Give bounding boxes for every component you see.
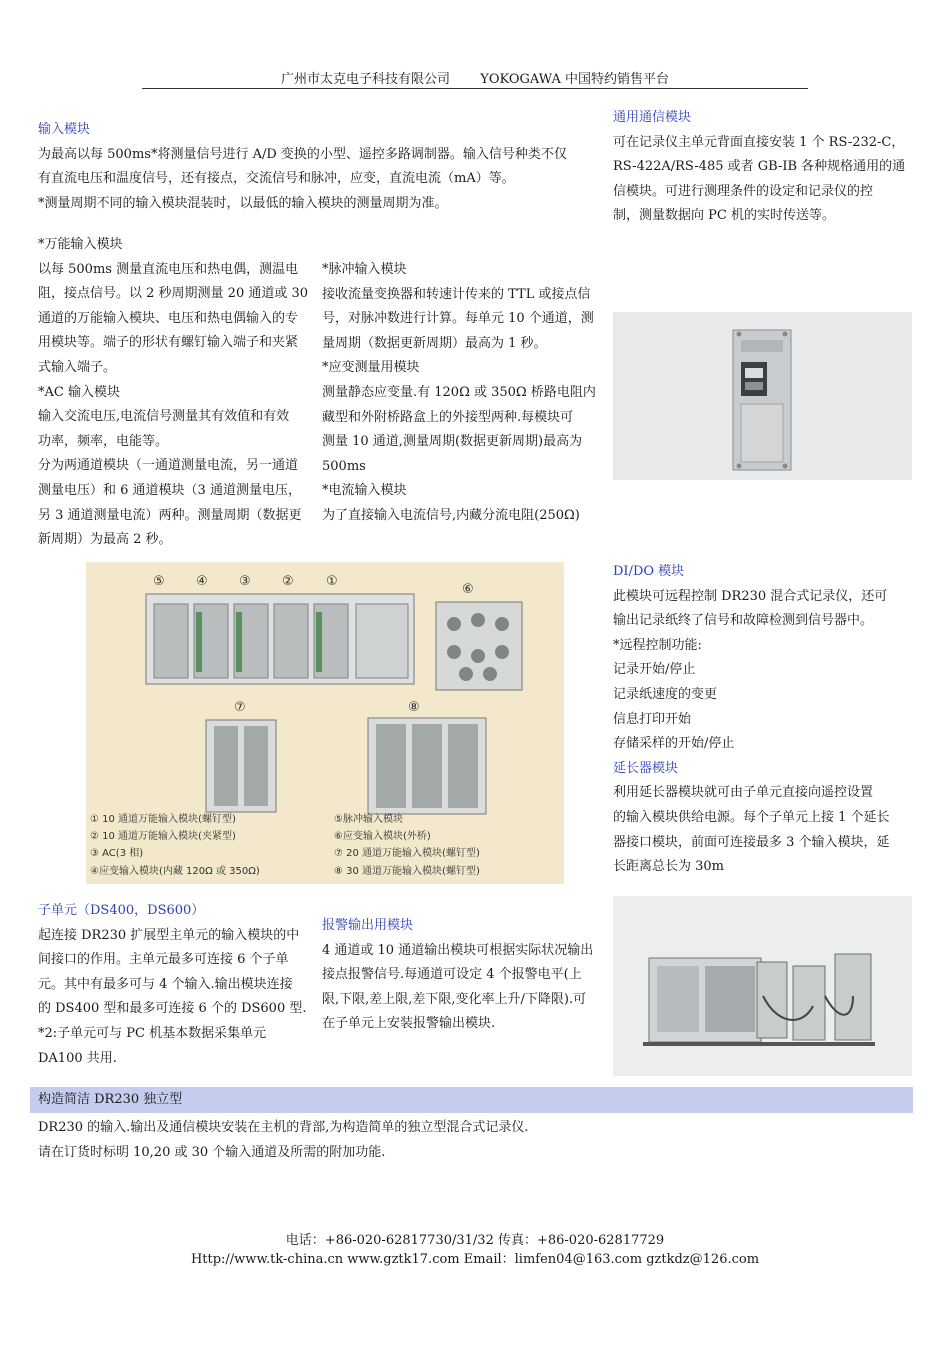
standalone-line: DR230 的输入.输出及通信模块安装在主机的背部,为构造简单的独立型混合式记录仪. [38, 1120, 529, 1135]
pulse-module-line: 量周期（数据更新周期）最高为 1 秒。 [322, 335, 547, 351]
footer-links: Http://www.tk-china.cn www.gztk17.com Email：limfen04@163.com gztkdz@126.com [190, 1252, 760, 1267]
dido-module-line: 记录开始/停止 [613, 662, 696, 678]
header-company: 广州市太克电子科技有限公司 [280, 72, 450, 87]
photo-caption: ⑧ 30 通道万能输入模块(螺钉型) [334, 866, 480, 877]
page-header [0, 68, 950, 87]
input-module-line: *测量周期不同的输入模块混装时，以最低的输入模块的测量周期为准。 [38, 195, 448, 211]
dido-module-line: *远程控制功能: [613, 637, 702, 653]
photo-caption: ⑦ 20 通道万能输入模块(螺钉型) [334, 848, 480, 859]
comm-module-photo [613, 312, 912, 480]
universal-module-line: 式输入端子。 [38, 359, 117, 375]
photo-caption: ① 10 通道万能输入模块(螺钉型) [90, 814, 236, 825]
dido-module-line: 存储采样的开始/停止 [613, 736, 735, 752]
photo-number: ② [282, 574, 294, 589]
ac-module-line: 测量电压）和 6 通道模块（3 通道测量电压， [38, 482, 301, 498]
photo-number: ③ [239, 574, 251, 589]
subunit-photo [613, 896, 912, 1076]
universal-module-line: 用模块等。端子的形状有螺钉输入端子和夹紧 [38, 335, 299, 351]
alarm-module-section [322, 914, 593, 1037]
photo-caption: ③ AC(3 相) [90, 848, 144, 859]
standalone-section [38, 1116, 529, 1165]
comm-module-line: RS-422A/RS-485 或者 GB-IB 各种规格通用的通 [613, 159, 906, 175]
ac-module-line: 功率，频率，电能等。 [38, 433, 169, 449]
module-photo [86, 562, 564, 884]
subunit-line: *2:子单元可与 PC 机基本数据采集单元 [38, 1025, 267, 1041]
input-module-line: 为最高以每 500ms*将测量信号进行 A/D 变换的小型、遥控多路调制器。输入信号种类不仅 [38, 146, 567, 162]
pulse-module-title: *脉冲输入模块 [322, 262, 407, 277]
dido-module-line: 记录纸速度的变更 [613, 686, 718, 702]
dido-module-line: 输出记录纸终了信号和故障检测到信号器中。 [613, 613, 874, 629]
footer-contact: 电话：+86-020-62817730/31/32 传真：+86-020-62817729 [285, 1233, 665, 1248]
header-divider [142, 88, 808, 89]
photo-caption: ④应变输入模块(内藏 120Ω 或 350Ω) [90, 866, 260, 877]
dido-module-title: DI/DO 模块 [613, 564, 685, 579]
subunit-line: 间接口的作用。主单元最多可连接 6 个子单 [38, 952, 289, 968]
extender-module-line: 器接口模块，前面可连接最多 3 个输入模块，延 [613, 834, 890, 850]
subunit-line: DA100 共用. [38, 1050, 117, 1066]
photo-caption: ② 10 通道万能输入模块(夹紧型) [90, 831, 236, 842]
photo-caption: ⑤脉冲输入模块 [334, 814, 403, 825]
ac-module-line: 分为两通道模块（一通道测量电流，另一通道 [38, 458, 299, 474]
photo-number: ④ [196, 574, 208, 589]
standalone-title: 构造简洁 DR230 独立型 [38, 1092, 183, 1107]
strain-module-line: 藏型和外附桥路盒上的外接型两种.每模块可 [322, 409, 574, 425]
current-module-title: *电流输入模块 [322, 483, 407, 499]
alarm-module-line: 接点报警信号.每通道可设定 4 个报警电平(上 [322, 967, 582, 983]
extender-module-line: 的输入模块供给电源。每个子单元上接 1 个延长 [613, 809, 890, 825]
input-module-title: 输入模块 [38, 122, 91, 137]
strain-module-title: *应变测量用模块 [322, 360, 420, 376]
subunit-photo-drawing [613, 896, 912, 1076]
subunit-section [38, 899, 306, 1071]
comm-module-line: 信模块。可进行测理条件的设定和记录仪的控 [613, 183, 874, 199]
subunit-line: 起连接 DR230 扩展型主单元的输入模块的中 [38, 927, 300, 943]
extender-module-title: 延长器模块 [613, 760, 679, 776]
photo-number: ⑤ [153, 574, 165, 589]
ac-module-line: 新周期）为最高 2 秒。 [38, 532, 172, 548]
photo-caption: ⑥应变输入模块(外桥) [334, 831, 431, 842]
alarm-module-line: 4 通道或 10 通道输出模块可根据实际状况输出 [322, 942, 594, 958]
universal-ac-section [38, 233, 308, 553]
universal-module-line: 阻，接点信号。以 2 秒周期测量 20 通道或 30 [38, 286, 309, 302]
alarm-module-title: 报警输出用模块 [322, 918, 414, 933]
photo-number: ⑧ [408, 700, 420, 715]
strain-module-line: 500ms [322, 458, 366, 474]
dido-extender-section [613, 560, 890, 880]
subunit-line: 的 DS400 型和最多可连接 6 个的 DS600 型. [38, 1001, 307, 1017]
subunit-line: 元。其中有最多可与 4 个输入.输出模块连接 [38, 976, 293, 992]
pulse-module-line: 接收流量变换器和转速计传来的 TTL 或接点信 [322, 286, 591, 302]
strain-module-line: 测量 10 通道,测量周期(数据更新周期)最高为 [322, 434, 583, 450]
strain-module-line: 测量静态应变量.有 120Ω 或 350Ω 桥路电阻内 [322, 384, 596, 400]
standalone-title-bar [30, 1087, 913, 1113]
ac-module-title: *AC 输入模块 [38, 384, 120, 400]
ac-module-line: 另 3 通道测量电流）两种。测量周期（数据更 [38, 507, 302, 523]
universal-module-line: 以每 500ms 测量直流电压和热电偶，测温电 [38, 261, 299, 277]
universal-module-line: 通道的万能输入模块、电压和热电偶输入的专 [38, 310, 299, 326]
comm-module-section [613, 106, 905, 229]
alarm-module-line: 在子单元上安装报警输出模块. [322, 1016, 496, 1032]
comm-module-title: 通用通信模块 [613, 110, 692, 125]
extender-module-line: 利用延长器模块就可由子单元直接向遥控设置 [613, 785, 874, 801]
standalone-line: 请在订货时标明 10,20 或 30 个输入通道及所需的附加功能. [38, 1144, 386, 1160]
input-module-line: 有直流电压和温度信号，还有接点，交流信号和脉冲，应变，直流电流（mA）等。 [38, 171, 515, 187]
header-platform: YOKOGAWA 中国特约销售平台 [480, 72, 670, 87]
alarm-module-line: 限,下限,差上限,差下限,变化率上升/下降限).可 [322, 991, 587, 1007]
subunit-title: 子单元（DS400，DS600） [38, 903, 205, 918]
ac-module-line: 输入交流电压,电流信号测量其有效值和有效 [38, 409, 290, 425]
photo-number: ① [326, 574, 338, 589]
dido-module-line: 信息打印开始 [613, 711, 692, 727]
comm-module-line: 可在记录仪主单元背面直接安装 1 个 RS-232-C， [613, 134, 905, 150]
pulse-module-line: 号，对脉冲数进行计算。每单元 10 个通道，测 [322, 311, 594, 327]
comm-module-photo-drawing [613, 312, 912, 480]
current-module-line: 为了直接输入电流信号,内藏分流电阻(250Ω) [322, 507, 580, 523]
dido-module-line: 此模块可远程控制 DR230 混合式记录仪，还可 [613, 588, 888, 604]
input-module-section [38, 118, 567, 216]
universal-module-title: *万能输入模块 [38, 237, 123, 252]
photo-number: ⑥ [462, 582, 474, 597]
photo-number: ⑦ [234, 700, 246, 715]
pulse-strain-current-section [322, 258, 596, 529]
extender-module-line: 长距离总长为 30m [613, 859, 725, 875]
comm-module-line: 制，测量数据向 PC 机的实时传送等。 [613, 208, 835, 224]
